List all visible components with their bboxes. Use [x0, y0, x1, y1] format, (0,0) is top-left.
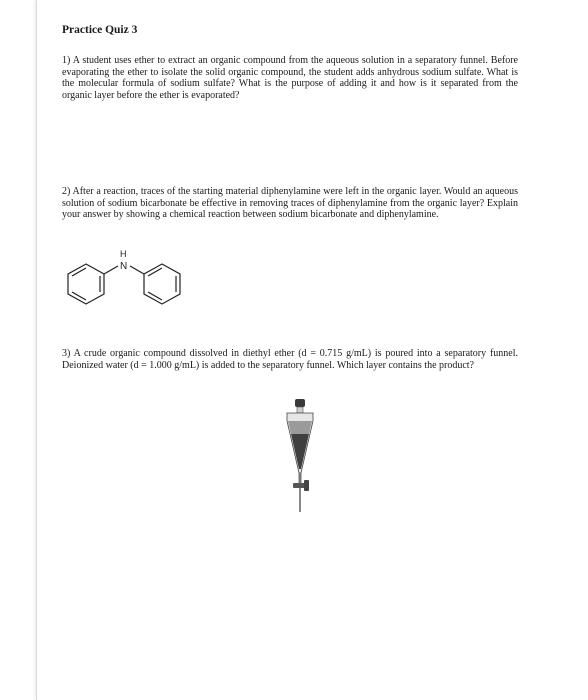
funnel-upper-layer [288, 421, 312, 434]
funnel-stopcock-handle [304, 480, 309, 491]
bond-right [130, 266, 144, 274]
funnel-stem-upper [299, 473, 302, 483]
diphenylamine-structure [62, 244, 202, 314]
nitrogen-label: N [120, 261, 128, 272]
quiz-title: Practice Quiz 3 [62, 24, 138, 36]
separatory-funnel-image [280, 397, 320, 517]
question-2: 2) After a reaction, traces of the starting material diphenylamine were left in the organic layer. Would an aqueous solution of sodium bicarbonate be effective in removing traces of diphenylamine from the organic layer? Explain your answer by showing a chemical reaction between sodium bicarbonate and diphenylamine. [62, 186, 518, 220]
question-1: 1) A student uses ether to extract an organic compound from the aqueous solution in a separatory funnel. Before evaporating the ether to isolate the solid organic compound, the student adds anhydrous sodium sulfate. What is the molecular formula of sodium sulfate? What is the purpose of adding it and how is it separated from the organic layer before the ether is evaporated? [62, 55, 518, 101]
question-3: 3) A crude organic compound dissolved in diethyl ether (d = 0.715 g/mL) is poured into a separatory funnel. Deionized water (d = 1.000 g/mL) is added to the separatory funnel. Which layer contains the product? [62, 348, 518, 371]
funnel-neck [297, 407, 303, 413]
bond-left [104, 266, 118, 274]
funnel-stem-lower [299, 488, 301, 512]
benzene-ring-right [144, 264, 180, 304]
funnel-stopper [295, 399, 305, 407]
benzene-ring-left [68, 264, 104, 304]
hydrogen-label: H [120, 249, 127, 259]
